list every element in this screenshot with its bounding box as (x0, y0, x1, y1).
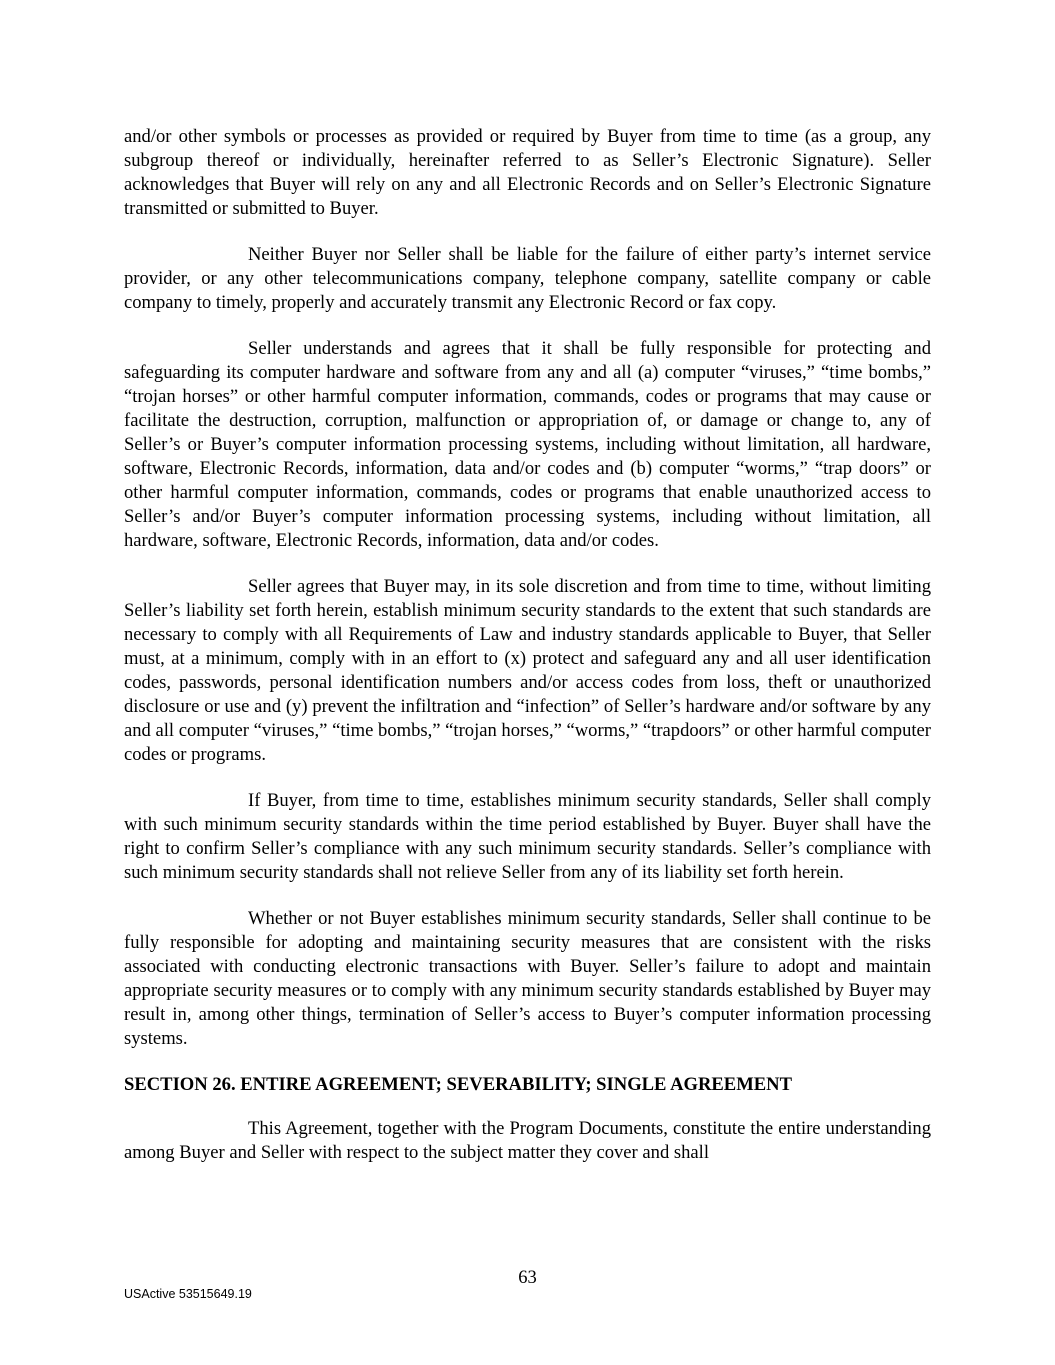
paragraph-transmission-liability: Neither Buyer nor Seller shall be liable for the failure of either party’s internet service provider, or any other telecommunications company, telephone company, satellite company or cable company to timely, properly and accurately transmit any Electronic Record or fax copy. (124, 244, 931, 313)
section-heading: SECTION 26. ENTIRE AGREEMENT; SEVERABILITY; SINGLE AGREEMENT (124, 1074, 792, 1095)
paragraph-electronic-signature: and/or other symbols or processes as provided or required by Buyer from time to time (as a group, any subgroup thereof or individually, hereinafter referred to as Seller’s Electronic Signature). Seller acknowledges that Buyer will rely on any and all Electronic Records and on Seller’s Electronic Signature transmitted or submitted to Buyer. (124, 126, 931, 219)
paragraph-security-measures: Whether or not Buyer establishes minimum security standards, Seller shall continue to be fully responsible for adopting and maintaining security measures that are consistent with the risks associated with conducting electronic transactions with Buyer. Seller’s failure to adopt and maintain appropriate security measures or to comply with any minimum security standards established by Buyer may result in, among other things, termination of Seller’s access to Buyer’s computer information processing systems. (124, 908, 931, 1049)
page-number: 63 (518, 1267, 537, 1288)
document-id: USActive 53515649.19 (124, 1287, 252, 1301)
paragraph-security-standards: Seller agrees that Buyer may, in its sole discretion and from time to time, without limiting Seller’s liability set forth herein, establish minimum security standards to the extent that such standards are necessary to comply with all Requirements of Law and industry standards applicable to Buyer, that Seller must, at a minimum, comply with in an effort to (x) protect and safeguard any and all user identification codes, passwords, personal identification numbers and/or access codes from loss, theft or unauthorized disclosure or use and (y) prevent the infiltration and “infection” of Seller’s hardware and/or software by any and all computer “viruses,” “time bombs,” “trojan horses,” “worms,” “trapdoors” or other harmful computer codes or programs. (124, 576, 932, 765)
paragraph-compliance: If Buyer, from time to time, establishes minimum security standards, Seller shall comply with such minimum security standards within the time period established by Buyer. Buyer shall have the right to confirm Seller’s compliance with any such minimum security standards. Seller’s compliance with such minimum security standards shall not relieve Seller from any of its liability set forth herein. (124, 790, 931, 883)
paragraph-entire-agreement: This Agreement, together with the Program Documents, constitute the entire understanding among Buyer and Seller with respect to the subject matter they cover and shall (124, 1118, 931, 1163)
paragraph-seller-responsibility: Seller understands and agrees that it shall be fully responsible for protecting and safeguarding its computer hardware and software from any and all (a) computer “viruses,” “time bombs,” “trojan horses” or other harmful computer information, commands, codes or programs that may cause or facilitate the destruction, corruption, malfunction or appropriation of, or damage or change to, any of Seller’s or Buyer’s computer information processing systems, including without limitation, all hardware, software, Electronic Records, information, data and/or codes and (b) computer “worms,” “trap doors” or other harmful computer information, commands, codes or programs that enable unauthorized access to Seller’s and/or Buyer’s computer information processing systems, including without limitation, all hardware, software, Electronic Records, information, data and/or codes. (124, 338, 931, 551)
document-body (124, 125, 931, 1187)
